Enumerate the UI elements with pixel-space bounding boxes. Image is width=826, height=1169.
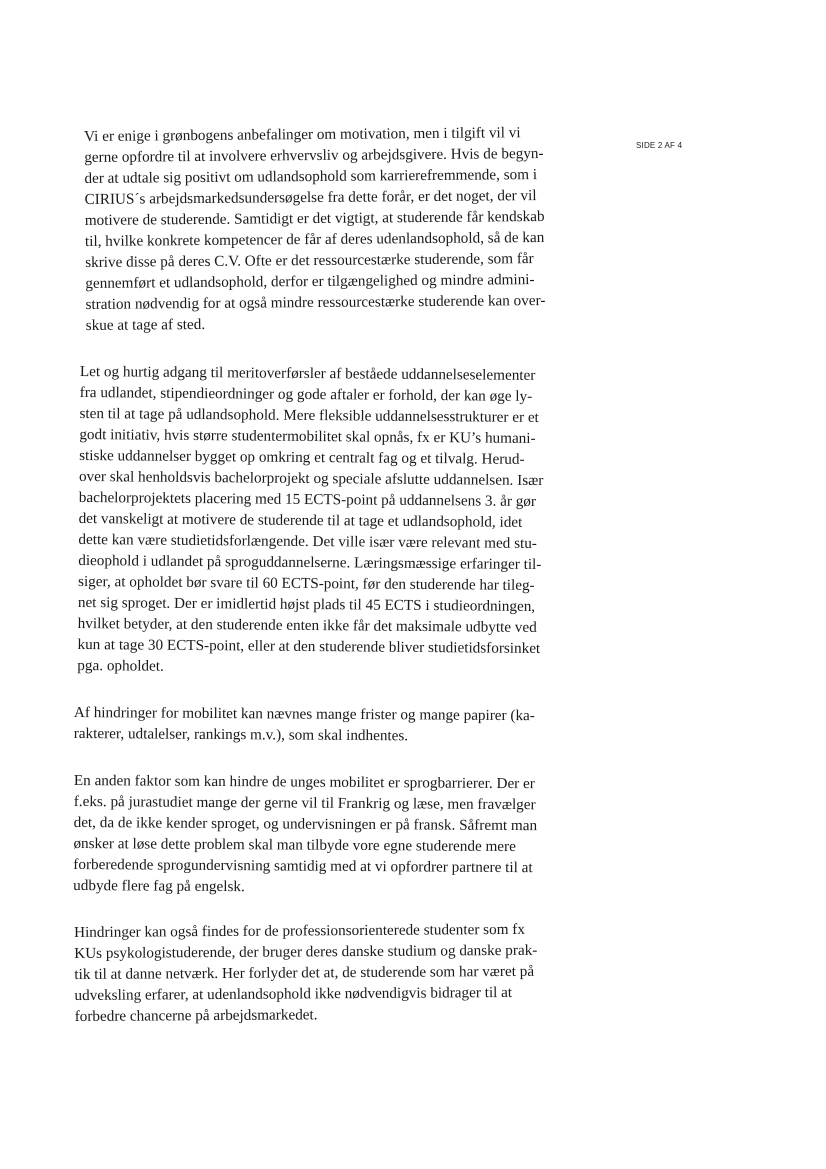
paragraph-motivation bbox=[84, 122, 592, 336]
text-line: over skal henholdsvis bachelorprojekt og speciale afslutte uddannelsen. Især bbox=[78, 467, 544, 490]
text-line: Let og hurtig adgang til meritoverførsler af beståede uddannelseselementer bbox=[79, 362, 536, 384]
text-line: dieophold i udlandet på sproguddannelserne. Læringsmæssige erfaringer til- bbox=[78, 551, 542, 574]
text-line: fra udlandet, stipendieordninger og gode aftaler er forhold, der kan øge ly- bbox=[79, 383, 533, 405]
text-line: stration nødvendig for at også mindre ressourcestærke studerende kan over- bbox=[85, 291, 546, 313]
text-line: bachelorprojektets placering med 15 ECTS-point på uddannelsens 3. år gør bbox=[78, 488, 537, 510]
text-line: skrive disse på deres C.V. Ofte er det ressourcestærke studerende, som får bbox=[85, 250, 534, 271]
text-line: tik til at danne netværk. Her forlyder det at, de studerende som har været på bbox=[74, 962, 535, 983]
page-number: SIDE 2 AF 4 bbox=[636, 141, 683, 150]
text-line: gennemført et udlandsophold, derfor er tilgængelighed og mindre admini- bbox=[85, 271, 535, 292]
text-line: CIRIUS´s arbejdsmarkedsundersøgelse fra dette forår, er det noget, der vil bbox=[84, 187, 537, 208]
text-line: net sig sproget. Der er imidlertid højst plads til 45 ECTS i studieordningen, bbox=[77, 593, 536, 615]
paragraph-obstacles bbox=[74, 702, 590, 748]
text-line: udbyde flere fag på engelsk. bbox=[73, 876, 245, 896]
text-line: sten til at tage på udlandsophold. Mere fleksible uddannelsesstrukturer er et bbox=[79, 404, 539, 427]
text-line: det vanskeligt at motivere de studerende til at tage et udlandsophold, idet bbox=[78, 509, 523, 531]
paragraph-language-barriers bbox=[73, 770, 590, 900]
text-line: motivere de studerende. Samtidigt er det vigtigt, at studerende får kendskab bbox=[84, 207, 545, 229]
text-line: Vi er enige i grønbogens anbefalinger om motivation, men i tilgift vil vi bbox=[84, 124, 521, 145]
paragraph-merit-transfer bbox=[77, 361, 590, 680]
paragraph-professional-students bbox=[74, 918, 591, 1027]
text-line: f.eks. på jurastudiet mange der gerne vil til Frankrig og læse, men fravælger bbox=[73, 792, 536, 814]
text-line: udveksling erfarer, at udenlandsophold ikke nødvendigvis bidrager til at bbox=[74, 983, 513, 1004]
text-line: ønsker at løse dette problem skal man tilbyde vore egne studerende mere bbox=[73, 834, 516, 856]
text-line: hvilket betyder, at den studerende enten ikke får det maksimale udbytte ved bbox=[77, 614, 537, 636]
text-line: pga. opholdet. bbox=[77, 656, 164, 675]
text-line: til, hvilke konkrete kompetencer de får af deres udenlandsophold, så de kan bbox=[84, 228, 545, 250]
text-line: rakterer, udtalelser, rankings m.v.), som skal indhentes. bbox=[73, 724, 409, 745]
body-text bbox=[74, 126, 590, 1027]
text-line: Af hindringer for mobilitet kan nævnes mange frister og mange papirer (ka- bbox=[73, 703, 535, 725]
text-line: forbedre chancerne på arbejdsmarkedet. bbox=[74, 1006, 318, 1025]
text-line: stiske uddannelser bygget op omkring et centralt fag og et tilvalg. Herud- bbox=[79, 446, 525, 468]
text-line: skue at tage af sted. bbox=[85, 315, 206, 334]
text-line: godt initiativ, hvis større studentermobilitet skal opnås, fx er KU’s humani- bbox=[79, 425, 536, 447]
text-line: dette kan være studietidsforlængende. Det ville især være relevant med stu- bbox=[78, 530, 537, 552]
text-line: Hindringer kan også findes for de professionsorienterede studenter som fx bbox=[74, 920, 525, 941]
text-line: der at udtale sig positivt om udlandsophold som karrierefremmende, som i bbox=[84, 166, 538, 187]
text-line: kun at tage 30 ECTS-point, eller at den studerende bliver studietidsforsinket bbox=[77, 635, 541, 658]
text-line: gerne opfordre til at involvere erhvervsliv og arbejdsgivere. Hvis de begyn- bbox=[84, 144, 544, 166]
text-line: siger, at opholdet bør svare til 60 ECTS-point, før den studerende har tileg- bbox=[78, 572, 535, 594]
text-line: KUs psykologistuderende, der bruger deres danske studium og danske prak- bbox=[74, 941, 538, 962]
text-line: det, da de ikke kender sproget, og undervisningen er på fransk. Såfremt man bbox=[73, 813, 538, 835]
text-line: En anden faktor som kan hindre de unges mobilitet er sprogbarrierer. Der er bbox=[73, 771, 535, 793]
text-line: forberedende sprogundervisning samtidig med at vi opfordrer partnere til at bbox=[73, 855, 533, 877]
